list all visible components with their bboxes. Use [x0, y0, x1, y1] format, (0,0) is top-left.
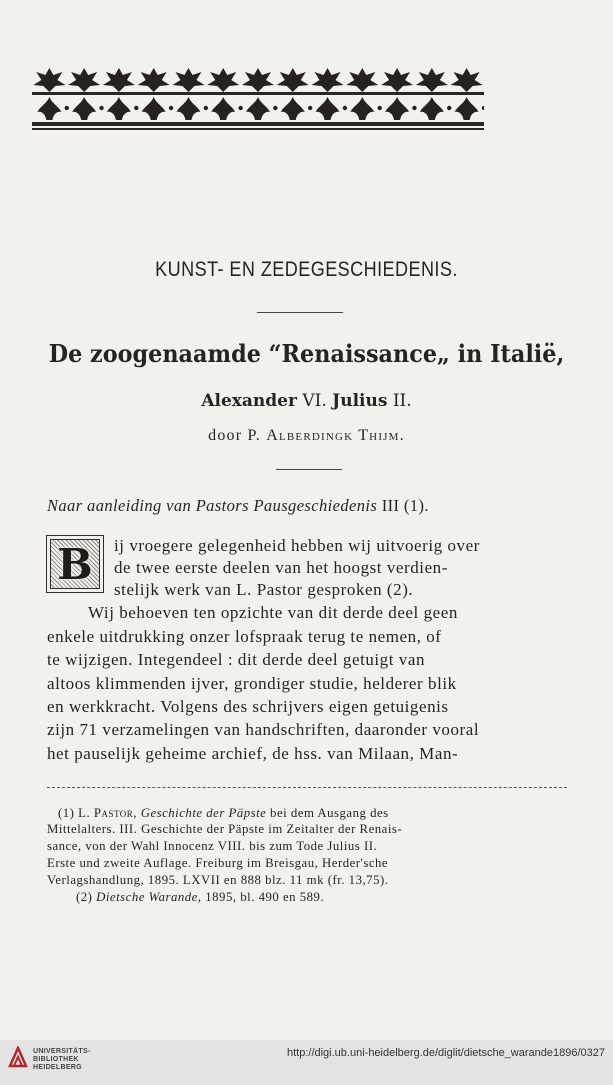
floral-border-ornament: [32, 66, 484, 132]
ornament-dot: [65, 106, 69, 110]
footnote-2-tail: 1895, bl. 490 en 589.: [201, 890, 325, 904]
ornament-leaf: [172, 68, 204, 92]
logo-line: UNIVERSITÄTS-: [33, 1048, 91, 1055]
ornament-lily: [385, 97, 409, 120]
ornament-leaf: [277, 68, 309, 92]
footnote-2-title: Dietsche Warande,: [96, 890, 202, 904]
ornament-lily: [211, 97, 235, 120]
footnote-divider: [47, 787, 567, 788]
ornament-leaf: [207, 68, 239, 92]
ornament-leaf: [242, 68, 274, 92]
body-line: en werkkracht. Volgens des schrijvers eigen getuigenis: [47, 697, 449, 716]
ornament-dot: [343, 106, 347, 110]
logo-line: HEIDELBERG: [33, 1064, 82, 1071]
divider-rule: [276, 469, 342, 470]
ornament-dot: [377, 106, 381, 110]
footnote-1-title: Geschichte der Päpste: [140, 806, 267, 820]
subtitle: [0, 391, 613, 411]
body-line: stelijk werk van L. Pastor gesproken (2).: [114, 580, 414, 599]
author-line: [0, 427, 613, 445]
ornament-lily: [350, 97, 374, 120]
ornament-lily: [37, 97, 61, 120]
footnote-2: [76, 889, 324, 905]
ornament-lily: [246, 97, 270, 120]
heidelberg-library-logo-icon: [8, 1046, 28, 1068]
body-line: het pauselijk geheime archief, de hss. van Milaan, Man-: [47, 744, 459, 763]
body-line: Wij behoeven ten opzichte van dit derde deel geen: [88, 603, 458, 622]
body-line: zijn 71 verzamelingen van handschriften, daaronder vooral: [47, 720, 480, 739]
ornament-dot: [204, 106, 208, 110]
ornament-dot: [238, 106, 242, 110]
footnote-line: Verlagshandlung, 1895. LXVII en 888 blz. 11 mk (fr. 13,75).: [47, 873, 389, 887]
ornament-dot: [447, 106, 451, 110]
footnote-line: Mittelalters. III. Geschichte der Päpste im Zeitalter der Renais-: [47, 822, 403, 836]
ornament-leaf: [416, 68, 448, 92]
body-line: te wijzigen. Integendeel : dit derde deel getuigt van: [47, 650, 425, 669]
subtitle-numeral-2: II.: [387, 391, 412, 411]
ornament-leaf: [68, 68, 100, 92]
ornament-leaf: [346, 68, 378, 92]
body-line: de twee eerste deelen van het hoogst verdien-: [114, 558, 448, 577]
ornament-dot: [99, 106, 103, 110]
ornament-lily: [107, 97, 131, 120]
footnote-1-tail: bei dem Ausgang des: [266, 806, 389, 820]
subtitle-numeral-1: VI.: [296, 391, 333, 411]
logo-line: BIBLIOTHEK: [33, 1056, 79, 1063]
divider-rule: [257, 312, 343, 313]
section-title: KUNST- EN ZEDEGESCHIEDENIS.: [155, 258, 458, 281]
ornament-lily: [142, 97, 166, 120]
footnote-line: sance, von der Wahl Innocenz VIII. bis zum Tode Julius II.: [47, 839, 378, 853]
footnote-1-first-line: [58, 805, 389, 821]
ornament-lily: [72, 97, 96, 120]
lead-rest: III (1).: [377, 496, 429, 515]
ornament-dot: [134, 106, 138, 110]
ornament-leaf: [103, 68, 135, 92]
ornament-dot: [273, 106, 277, 110]
ornament-lily: [420, 97, 444, 120]
lead-line: [47, 496, 567, 516]
ornament-leaf: [312, 68, 344, 92]
ornament-dot: [308, 106, 312, 110]
footnote-2-number: (2): [76, 890, 97, 904]
drop-cap-letter: B: [57, 540, 93, 589]
ornament-leaf: [451, 68, 483, 92]
ornament-leaf: [33, 68, 65, 92]
body-line: ij vroegere gelegenheid hebben wij uitvoerig over: [114, 536, 480, 555]
ornament-leaf: [381, 68, 413, 92]
ornament-dot: [482, 106, 484, 110]
source-url[interactable]: http://digi.ub.uni-heidelberg.de/diglit/dietsche_warande1896/0327: [286, 1047, 605, 1059]
lead-italic: Naar aanleiding van Pastors Pausgeschiedenis: [47, 496, 378, 515]
author-prefix: door P.: [208, 427, 267, 444]
footnote-1-number: (1): [58, 806, 79, 820]
body-line: enkele uitdrukking onzer lofspraak terug te nemen, of: [47, 627, 442, 646]
ornament-leaf: [138, 68, 170, 92]
library-logo-text: [33, 1048, 91, 1072]
subtitle-name-2: Julius: [332, 391, 388, 411]
footnote-1-author: L. Pastor,: [78, 806, 141, 820]
ornament-lily: [176, 97, 200, 120]
ornament-lily: [316, 97, 340, 120]
ornament-dot: [169, 106, 173, 110]
ornament-dot: [412, 106, 416, 110]
author-name: Alberdingk Thijm.: [266, 427, 405, 444]
body-line: altoos klimmenden ijver, grondiger studie, helderer blik: [47, 674, 457, 693]
ornament-lily: [281, 97, 305, 120]
subtitle-name-1: Alexander: [201, 391, 297, 411]
main-title: De zoogenaamde “Renaissance„ in Italië,: [48, 339, 565, 368]
ornament-lily: [455, 97, 479, 120]
drop-cap: [46, 535, 104, 593]
footnote-line: Erste und zweite Auflage. Freiburg im Breisgau, Herder'sche: [47, 856, 389, 870]
